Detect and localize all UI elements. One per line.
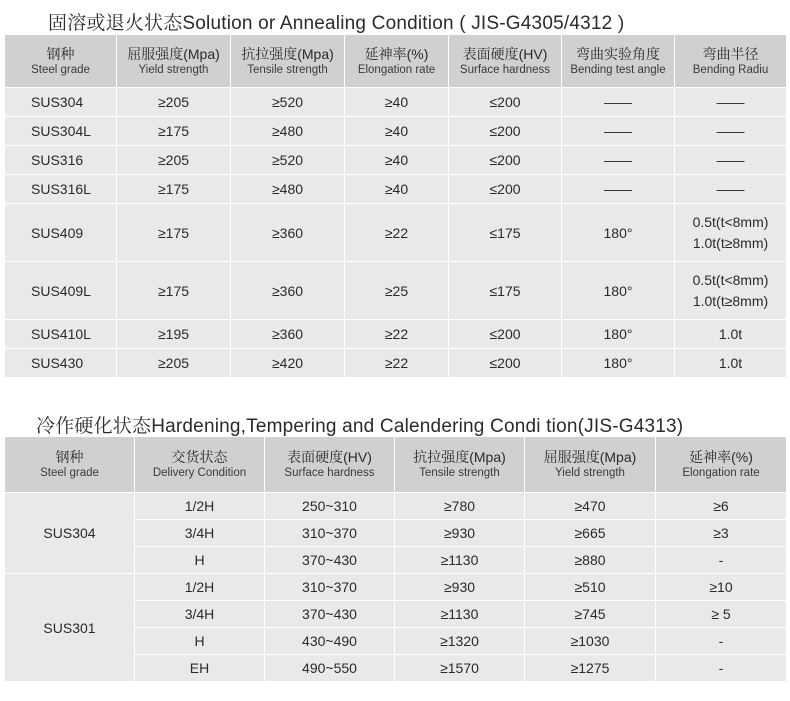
annealing-table-title: 固溶或退火状态Solution or Annealing Condition ( JIS-G4305/4312 )	[48, 13, 625, 34]
elongation-cell: -	[656, 547, 787, 574]
yield-cell: ≥195	[117, 320, 231, 349]
elongation-cell: ≥3	[656, 520, 787, 547]
header-steel-grade: 钢种 Steel grade	[5, 437, 135, 493]
steel-grade-cell: SUS301	[5, 574, 135, 682]
header-elongation-rate: 延神率(%) Elongation rate	[345, 35, 449, 88]
angle-cell: 180°	[562, 204, 675, 262]
table-row	[5, 574, 787, 601]
yield-cell: ≥205	[117, 146, 231, 175]
yield-cell: ≥470	[525, 493, 656, 520]
hardness-cell: 490~550	[265, 655, 395, 682]
radius-cell: ——	[675, 117, 787, 146]
yield-cell: ≥175	[117, 117, 231, 146]
condition-cell: 3/4H	[135, 601, 265, 628]
yield-cell: ≥745	[525, 601, 656, 628]
steel-grade-cell: SUS409L	[5, 262, 117, 320]
header-tensile-strength: 抗拉强度(Mpa) Tensile strength	[231, 35, 345, 88]
tensile-cell: ≥930	[395, 520, 525, 547]
yield-cell: ≥665	[525, 520, 656, 547]
elongation-cell: ≥10	[656, 574, 787, 601]
table-row	[5, 117, 787, 146]
hardness-cell: ≤175	[449, 262, 562, 320]
condition-cell: 1/2H	[135, 493, 265, 520]
hardness-cell: 250~310	[265, 493, 395, 520]
yield-cell: ≥1275	[525, 655, 656, 682]
radius-cell: 1.0t	[675, 349, 787, 378]
annealing-condition-table	[4, 34, 787, 378]
yield-cell: ≥205	[117, 349, 231, 378]
steel-grade-cell: SUS430	[5, 349, 117, 378]
elongation-cell: ≥22	[345, 349, 449, 378]
tensile-cell: ≥1130	[395, 547, 525, 574]
steel-grade-cell: SUS409	[5, 204, 117, 262]
angle-cell: 180°	[562, 349, 675, 378]
radius-cell: ——	[675, 175, 787, 204]
steel-grade-cell: SUS304L	[5, 117, 117, 146]
elongation-cell: ≥40	[345, 146, 449, 175]
steel-grade-cell: SUS316L	[5, 175, 117, 204]
tensile-cell: ≥1130	[395, 601, 525, 628]
table-row	[5, 88, 787, 117]
header-delivery-condition: 交货状态 Delivery Condition	[135, 437, 265, 493]
table-row	[5, 175, 787, 204]
hardening-condition-table	[4, 436, 787, 682]
elongation-cell: ≥40	[345, 88, 449, 117]
condition-cell: H	[135, 628, 265, 655]
tensile-cell: ≥360	[231, 320, 345, 349]
yield-cell: ≥175	[117, 175, 231, 204]
yield-cell: ≥175	[117, 262, 231, 320]
angle-cell: ——	[562, 146, 675, 175]
header-yield-strength: 屈服强度(Mpa) Yield strength	[117, 35, 231, 88]
header-bending-radius: 弯曲半径 Bending Radiu	[675, 35, 787, 88]
angle-cell: 180°	[562, 262, 675, 320]
tensile-cell: ≥480	[231, 175, 345, 204]
yield-cell: ≥1030	[525, 628, 656, 655]
tensile-cell: ≥360	[231, 262, 345, 320]
steel-grade-cell: SUS304	[5, 88, 117, 117]
angle-cell: ——	[562, 175, 675, 204]
elongation-cell: -	[656, 655, 787, 682]
steel-grade-cell: SUS316	[5, 146, 117, 175]
tensile-cell: ≥520	[231, 88, 345, 117]
radius-cell: ——	[675, 146, 787, 175]
yield-cell: ≥880	[525, 547, 656, 574]
header-steel-grade: 钢种 Steel grade	[5, 35, 117, 88]
header-surface-hardness: 表面硬度(HV) Surface hardness	[449, 35, 562, 88]
hardness-cell: ≤200	[449, 88, 562, 117]
yield-cell: ≥175	[117, 204, 231, 262]
header-tensile-strength: 抗拉强度(Mpa) Tensile strength	[395, 437, 525, 493]
tensile-cell: ≥480	[231, 117, 345, 146]
angle-cell: ——	[562, 117, 675, 146]
hardening-table-title: 冷作硬化状态Hardening,Tempering and Calendering Condi tion(JIS-G4313)	[36, 416, 684, 437]
hardness-cell: ≤200	[449, 175, 562, 204]
radius-line: 1.0t(t≥8mm)	[692, 292, 769, 309]
table-row	[5, 262, 787, 320]
radius-line: 0.5t(t<8mm)	[692, 271, 769, 288]
hardness-cell: ≤200	[449, 320, 562, 349]
hardness-cell: 370~430	[265, 547, 395, 574]
table-row	[5, 146, 787, 175]
elongation-cell: ≥25	[345, 262, 449, 320]
elongation-cell: ≥40	[345, 117, 449, 146]
hardness-cell: 310~370	[265, 574, 395, 601]
header-surface-hardness: 表面硬度(HV) Surface hardness	[265, 437, 395, 493]
radius-cell	[675, 204, 787, 262]
radius-line: 1.0t(t≥8mm)	[692, 234, 769, 251]
hardness-cell: 310~370	[265, 520, 395, 547]
steel-grade-cell: SUS304	[5, 493, 135, 574]
angle-cell: 180°	[562, 320, 675, 349]
table-row	[5, 320, 787, 349]
tensile-cell: ≥360	[231, 204, 345, 262]
tensile-cell: ≥520	[231, 146, 345, 175]
tensile-cell: ≥780	[395, 493, 525, 520]
angle-cell: ——	[562, 88, 675, 117]
table-row	[5, 493, 787, 520]
radius-cell: 1.0t	[675, 320, 787, 349]
elongation-cell: ≥22	[345, 320, 449, 349]
condition-cell: H	[135, 547, 265, 574]
header-bending-angle: 弯曲实验角度 Bending test angle	[562, 35, 675, 88]
hardness-cell: ≤200	[449, 349, 562, 378]
radius-cell	[675, 262, 787, 320]
hardness-cell: ≤200	[449, 117, 562, 146]
table-header-row	[5, 437, 787, 493]
header-elongation-rate: 延神率(%) Elongation rate	[656, 437, 787, 493]
table-row	[5, 204, 787, 262]
hardness-cell: ≤175	[449, 204, 562, 262]
header-yield-strength: 屈服强度(Mpa) Yield strength	[525, 437, 656, 493]
yield-cell: ≥205	[117, 88, 231, 117]
tensile-cell: ≥1320	[395, 628, 525, 655]
elongation-cell: ≥40	[345, 175, 449, 204]
tensile-cell: ≥1570	[395, 655, 525, 682]
condition-cell: EH	[135, 655, 265, 682]
steel-grade-cell: SUS410L	[5, 320, 117, 349]
condition-cell: 1/2H	[135, 574, 265, 601]
hardness-cell: 430~490	[265, 628, 395, 655]
condition-cell: 3/4H	[135, 520, 265, 547]
radius-line: 0.5t(t<8mm)	[692, 213, 769, 230]
yield-cell: ≥510	[525, 574, 656, 601]
tensile-cell: ≥420	[231, 349, 345, 378]
radius-cell: ——	[675, 88, 787, 117]
elongation-cell: -	[656, 628, 787, 655]
table-header-row	[5, 35, 787, 88]
elongation-cell: ≥ 5	[656, 601, 787, 628]
elongation-cell: ≥6	[656, 493, 787, 520]
hardness-cell: ≤200	[449, 146, 562, 175]
hardness-cell: 370~430	[265, 601, 395, 628]
table-row	[5, 349, 787, 378]
tensile-cell: ≥930	[395, 574, 525, 601]
elongation-cell: ≥22	[345, 204, 449, 262]
